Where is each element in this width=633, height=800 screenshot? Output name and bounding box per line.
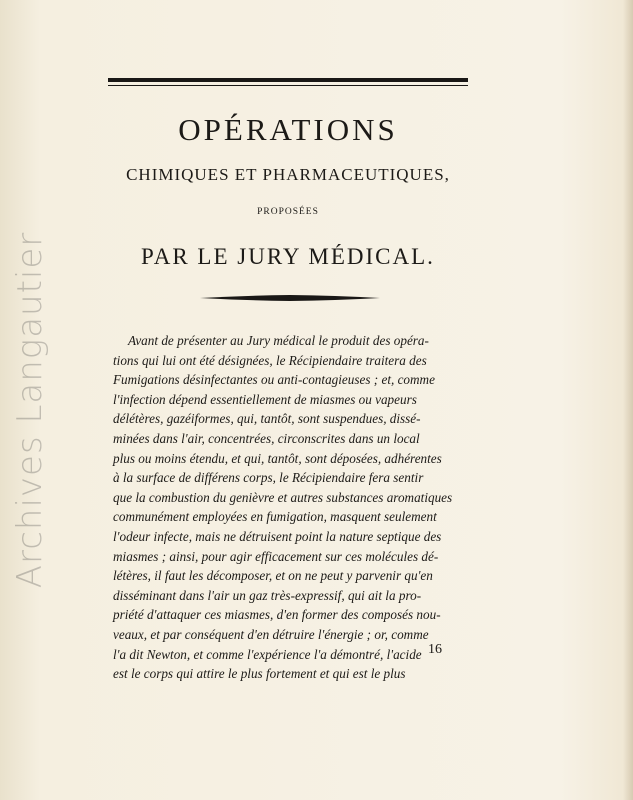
body-line: à la surface de différens corps, le Récipiendaire fera sentir <box>113 470 424 486</box>
body-line: l'odeur infecte, mais ne détruisent point la nature septique des <box>113 528 442 544</box>
divider-ornament <box>200 294 380 302</box>
header-rule-thick <box>108 78 468 82</box>
body-line: Fumigations désinfectantes ou anti-contagieuses ; et, comme <box>113 372 435 388</box>
body-paragraph <box>113 331 473 684</box>
jury-heading: PAR LE JURY MÉDICAL. <box>141 244 435 269</box>
body-line: l'a dit Newton, et comme l'expérience l'a démontré, l'acide <box>113 646 422 662</box>
body-line: miasmes ; ainsi, pour agir efficacement sur ces molécules dé- <box>113 548 439 564</box>
body-line: communément employées en fumigation, masquent seulement <box>113 509 437 525</box>
archive-watermark <box>10 231 50 589</box>
body-line: létères, il faut les décomposer, et on ne peut y parvenir qu'en <box>113 568 433 584</box>
body-line: tions qui lui ont été désignées, le Récipiendaire traitera des <box>113 352 427 368</box>
body-line: veaux, et par conséquent d'en détruire l'énergie ; or, comme <box>113 626 429 642</box>
body-line: l'infection dépend essentiellement de miasmes ou vapeurs <box>113 391 417 407</box>
body-line: plus ou moins étendu, et qui, tantôt, sont déposées, adhérentes <box>113 450 442 466</box>
page-edge-shadow <box>623 0 633 800</box>
body-line: Avant de présenter au Jury médical le produit des opéra- <box>128 333 429 348</box>
body-line: priété d'attaquer ces miasmes, d'en former des composés nou- <box>113 607 441 623</box>
document-subtitle: CHIMIQUES ET PHARMACEUTIQUES, <box>126 165 450 184</box>
body-line: minées dans l'air, concentrées, circonscrites dans un local <box>113 430 420 446</box>
page-number: 16 <box>428 642 442 657</box>
body-line: que la combustion du genièvre et autres substances aromatiques <box>113 489 453 505</box>
proposed-label: PROPOSÉES <box>257 207 319 217</box>
body-line: disséminant dans l'air un gaz très-expressif, qui ait la pro- <box>113 587 422 603</box>
body-line: délétères, gazéiformes, qui, tantôt, sont suspendues, dissé- <box>113 411 421 427</box>
watermark-text: Archives Langautier <box>10 231 50 589</box>
document-title: OPÉRATIONS <box>178 112 398 147</box>
header-rule-thin <box>108 85 468 86</box>
body-line: est le corps qui attire le plus fortement et qui est le plus <box>113 666 406 682</box>
